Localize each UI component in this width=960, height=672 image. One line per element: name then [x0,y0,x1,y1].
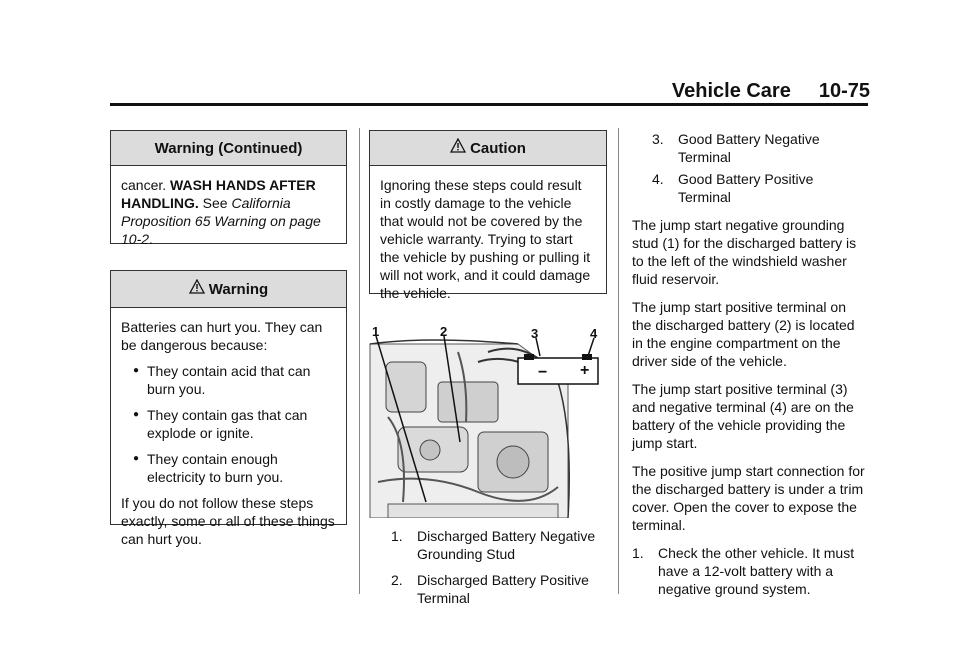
paragraph-positive-terminal: The jump start positive terminal on the discharged battery (2) is located in the engine compartment on the driver side of the vehicle. [632,299,855,369]
warning-bullet [121,362,336,398]
warning-continued-box [110,130,347,247]
bullet-icon: ● [133,453,140,464]
step-text: Check the other vehicle. It must have a 12-volt battery with a negative ground system. [658,545,855,597]
bullet-icon: ● [133,365,140,376]
warning-closing: If you do not follow these steps exactly, some or all of these things can hurt you. [121,495,335,547]
figure-label-2: 2 [440,324,448,339]
column-divider-right [618,128,619,594]
warning-intro: Batteries can hurt you. They can be dangerous because: [121,319,323,353]
paragraph-negative-stud: The jump start negative grounding stud (1) for the discharged battery is to the left of the windshield washer fluid reservoir. [632,217,857,287]
see-text: See [198,195,232,211]
legend-item [371,571,611,607]
legend-item [632,170,868,206]
figure-label-1: 1 [372,324,380,339]
warning-continued-text: cancer. [121,177,171,193]
warning-box [110,270,347,547]
figure-legend-middle [371,527,611,615]
caution-box [369,130,607,301]
warning-title: Warning [208,280,269,298]
header-rule [110,103,868,106]
legend-text: Good Battery Negative Terminal [678,131,820,165]
page-header [672,80,870,103]
period-text: . [149,231,153,247]
warning-body [111,308,346,556]
engine-illustration [368,322,604,518]
caution-title-bar [370,131,606,166]
warning-continued-title: Warning (Continued) [111,131,346,166]
legend-number: 2. [391,572,403,588]
warning-triangle-icon [450,138,466,158]
warning-bullet [121,406,336,442]
legend-text: Discharged Battery Negative Grounding Stud [417,528,596,562]
page-number: 10-75 [818,80,870,102]
section-title: Vehicle Care [671,80,791,102]
legend-number: 4. [652,171,664,187]
battery-plus-symbol: + [580,362,590,379]
battery-minus-symbol: − [538,364,548,381]
wash-hands-text: WASH HANDS AFTER HANDLING. [121,177,316,211]
warning-title-bar [111,271,346,308]
legend-item [371,527,611,563]
bullet-icon: ● [133,409,140,420]
paragraph-trim-cover: The positive jump start connection for the discharged battery is under a trim cover. Open the cover to expose the terminal. [632,463,865,533]
warning-bullet-text: They contain enough electricity to burn you. [147,451,284,485]
legend-number: 1. [391,528,403,544]
step-number: 1. [632,545,644,561]
warning-bullet [121,450,336,486]
right-column [632,130,868,606]
warning-triangle-icon [189,279,205,299]
figure-label-4: 4 [590,326,598,341]
engine-compartment-figure [368,322,604,518]
warning-bullet-text: They contain gas that can explode or ignite. [147,407,308,441]
prop65-link[interactable]: California Proposition 65 Warning on page 10-2 [121,195,321,247]
warning-continued-body [111,166,346,256]
step-item [632,544,868,598]
column-divider-left [359,128,360,594]
legend-text: Good Battery Positive Terminal [678,171,814,205]
caution-title: Caution [470,139,526,157]
legend-text: Discharged Battery Positive Terminal [417,572,589,606]
legend-number: 3. [652,131,664,147]
figure-label-3: 3 [531,326,539,341]
paragraph-good-battery-terminals: The jump start positive terminal (3) and negative terminal (4) are on the battery of the vehicle providing the jump start. [632,381,854,451]
warning-bullet-text: They contain acid that can burn you. [147,363,311,397]
caution-body: Ignoring these steps could result in costly damage to the vehicle that would not be covered by the vehicle warranty. Trying to start the vehicle by pushing or pulling it will not work, and it could damage the vehicle. [380,177,591,301]
legend-item [632,130,868,166]
